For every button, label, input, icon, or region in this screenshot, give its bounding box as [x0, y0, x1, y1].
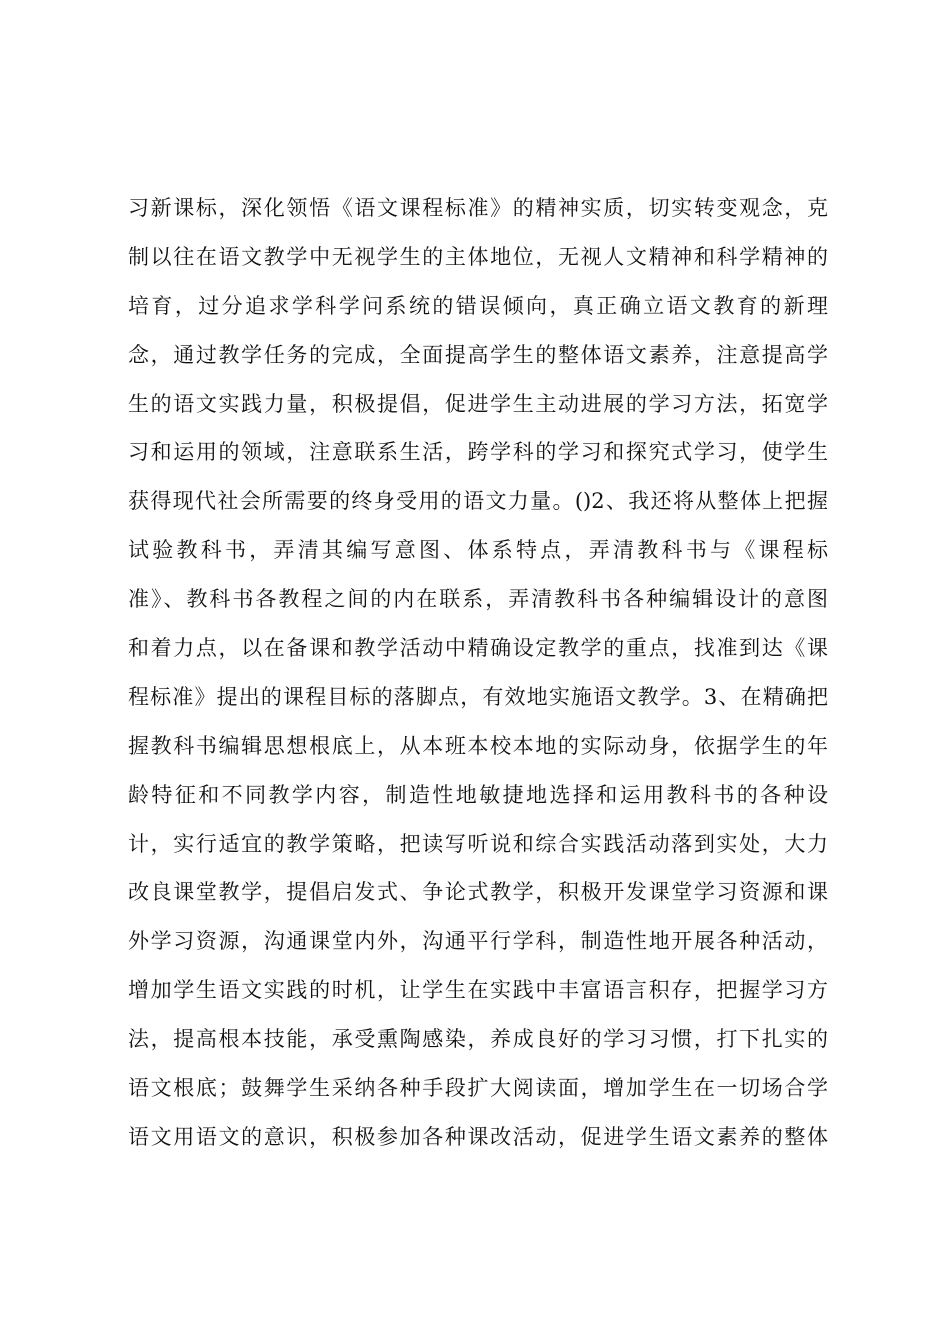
text-line-17: 增加学生语文实践的时机，让学生在实践中丰富语言积存，把握学习方 [128, 978, 828, 1003]
body-text [128, 184, 828, 1162]
text-line-14: 计，实行适宜的教学策略，把读写听说和综合实践活动落到实处，大力 [128, 831, 828, 856]
text-line-1: 习新课标，深化领悟《语文课程标准》的精神实质，切实转变观念，克 [128, 196, 828, 220]
text-line-7: 获得现代社会所需要的终身受用的语文力量。()2、我还将从整体上把握 [128, 489, 828, 514]
text-line-5: 生的语文实践力量，积极提倡，促进学生主动进展的学习方法，拓宽学 [128, 391, 828, 416]
text-line-20: 语文用语文的意识，积极参加各种课改活动，促进学生语文素养的整体 [128, 1124, 828, 1149]
text-line-11: 程标准》提出的课程目标的落脚点，有效地实施语文教学。3、在精确把 [128, 684, 828, 709]
text-line-16: 外学习资源，沟通课堂内外，沟通平行学科，制造性地开展各种活动， [128, 929, 828, 954]
text-line-13: 龄特征和不同教学内容，制造性地敏捷地选择和运用教科书的各种设 [128, 782, 828, 807]
text-line-6: 习和运用的领域，注意联系生活，跨学科的学习和探究式学习，使学生 [128, 440, 828, 465]
text-line-8: 试验教科书，弄清其编写意图、体系特点，弄清教科书与《课程标 [128, 538, 828, 563]
text-line-19: 语文根底；鼓舞学生采纳各种手段扩大阅读面，增加学生在一切场合学 [128, 1076, 828, 1101]
text-line-12: 握教科书编辑思想根底上，从本班本校本地的实际动身，依据学生的年 [128, 733, 828, 758]
text-line-2: 制以往在语文教学中无视学生的主体地位，无视人文精神和科学精神的 [128, 244, 828, 269]
text-line-9: 准》、教科书各教程之间的内在联系，弄清教科书各种编辑设计的意图 [128, 587, 828, 612]
text-line-4: 念，通过教学任务的完成，全面提高学生的整体语文素养，注意提高学 [128, 342, 828, 367]
text-line-10: 和着力点，以在备课和教学活动中精确设定教学的重点，找准到达《课 [128, 636, 828, 661]
text-line-3: 培育，过分追求学科学问系统的错误倾向，真正确立语文教育的新理 [128, 293, 828, 318]
text-line-18: 法，提高根本技能，承受熏陶感染，养成良好的学习习惯，打下扎实的 [128, 1027, 828, 1052]
text-line-15: 改良课堂教学，提倡启发式、争论式教学，积极开发课堂学习资源和课 [128, 880, 828, 905]
